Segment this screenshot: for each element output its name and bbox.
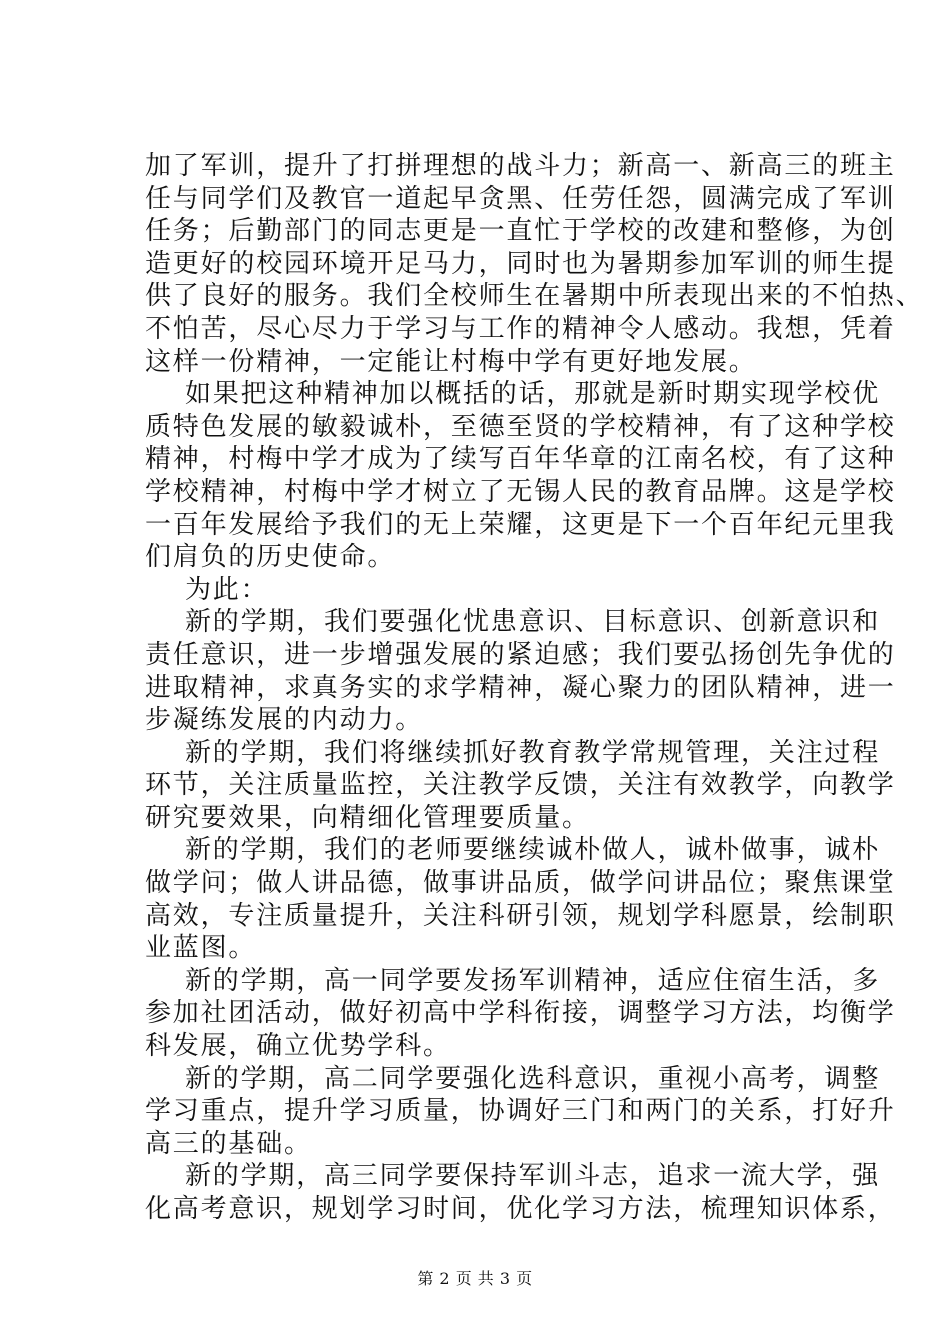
text-line: 学校精神，村梅中学才树立了无锡人民的教育品牌。这是学校 — [145, 476, 896, 507]
text-line: 步凝练发展的内动力。 — [145, 705, 424, 736]
text-line: 造更好的校园环境开足马力，同时也为暑期参加军训的师生提 — [145, 248, 896, 279]
text-line: 新的学期，我们将继续抓好教育教学常规管理，关注过程 — [185, 737, 881, 768]
body-text — [145, 150, 924, 1226]
text-line: 一百年发展给予我们的无上荣耀，这更是下一个百年纪元里我 — [145, 509, 896, 540]
text-line: 化高考意识，规划学习时间，优化学习方法，梳理知识体系， — [145, 1194, 896, 1224]
text-line: 为此： — [185, 574, 269, 605]
text-line: 如果把这种精神加以概括的话，那就是新时期实现学校优 — [185, 379, 881, 410]
text-line: 供了良好的服务。我们全校师生在暑期中所表现出来的不怕热、 — [145, 281, 924, 312]
text-line: 新的学期，高一同学要发扬军训精神，适应住宿生活，多 — [185, 965, 881, 996]
text-line: 这样一份精神，一定能让村梅中学有更好地发展。 — [145, 346, 757, 377]
text-line: 做学问；做人讲品德，做事讲品质，做学问讲品位；聚焦课堂 — [145, 868, 896, 899]
text-line: 任与同学们及教官一道起早贪黑、任劳任怨，圆满完成了军训 — [145, 183, 896, 214]
text-line: 不怕苦，尽心尽力于学习与工作的精神令人感动。我想，凭着 — [145, 313, 896, 344]
text-line: 质特色发展的敏毅诚朴，至德至贤的学校精神，有了这种学校 — [145, 411, 896, 442]
text-line: 高效，专注质量提升，关注科研引领，规划学科愿景，绘制职 — [145, 900, 896, 931]
text-line: 任务；后勤部门的同志更是一直忙于学校的改建和整修，为创 — [145, 216, 896, 247]
text-line: 环节，关注质量监控，关注教学反馈，关注有效教学，向教学 — [145, 770, 896, 801]
text-line: 加了军训，提升了打拼理想的战斗力；新高一、新高三的班主 — [145, 151, 896, 181]
text-line: 进取精神，求真务实的求学精神，凝心聚力的团队精神，进一 — [145, 672, 896, 703]
text-line: 新的学期，高二同学要强化选科意识，重视小高考，调整 — [185, 1063, 881, 1094]
text-line: 研究要效果，向精细化管理要质量。 — [145, 802, 590, 833]
text-line: 精神，村梅中学才成为了续写百年华章的江南名校，有了这种 — [145, 444, 896, 475]
page-footer: 第 2 页 共 3 页 — [417, 1269, 533, 1288]
text-line: 们肩负的历史使命。 — [145, 542, 396, 573]
text-line: 新的学期，我们要强化忧患意识、目标意识、创新意识和 — [185, 607, 881, 638]
text-line: 责任意识，进一步增强发展的紧迫感；我们要弘扬创先争优的 — [145, 639, 896, 670]
text-line: 科发展，确立优势学科。 — [145, 1031, 451, 1062]
text-line: 新的学期，我们的老师要继续诚朴做人，诚朴做事，诚朴 — [185, 835, 881, 866]
text-line: 参加社团活动，做好初高中学科衔接，调整学习方法，均衡学 — [145, 998, 896, 1029]
text-line: 业蓝图。 — [145, 933, 257, 964]
text-line: 新的学期，高三同学要保持军训斗志，追求一流大学，强 — [185, 1161, 881, 1192]
text-line: 学习重点，提升学习质量，协调好三门和两门的关系，打好升 — [145, 1096, 896, 1127]
text-line: 高三的基础。 — [145, 1128, 312, 1159]
